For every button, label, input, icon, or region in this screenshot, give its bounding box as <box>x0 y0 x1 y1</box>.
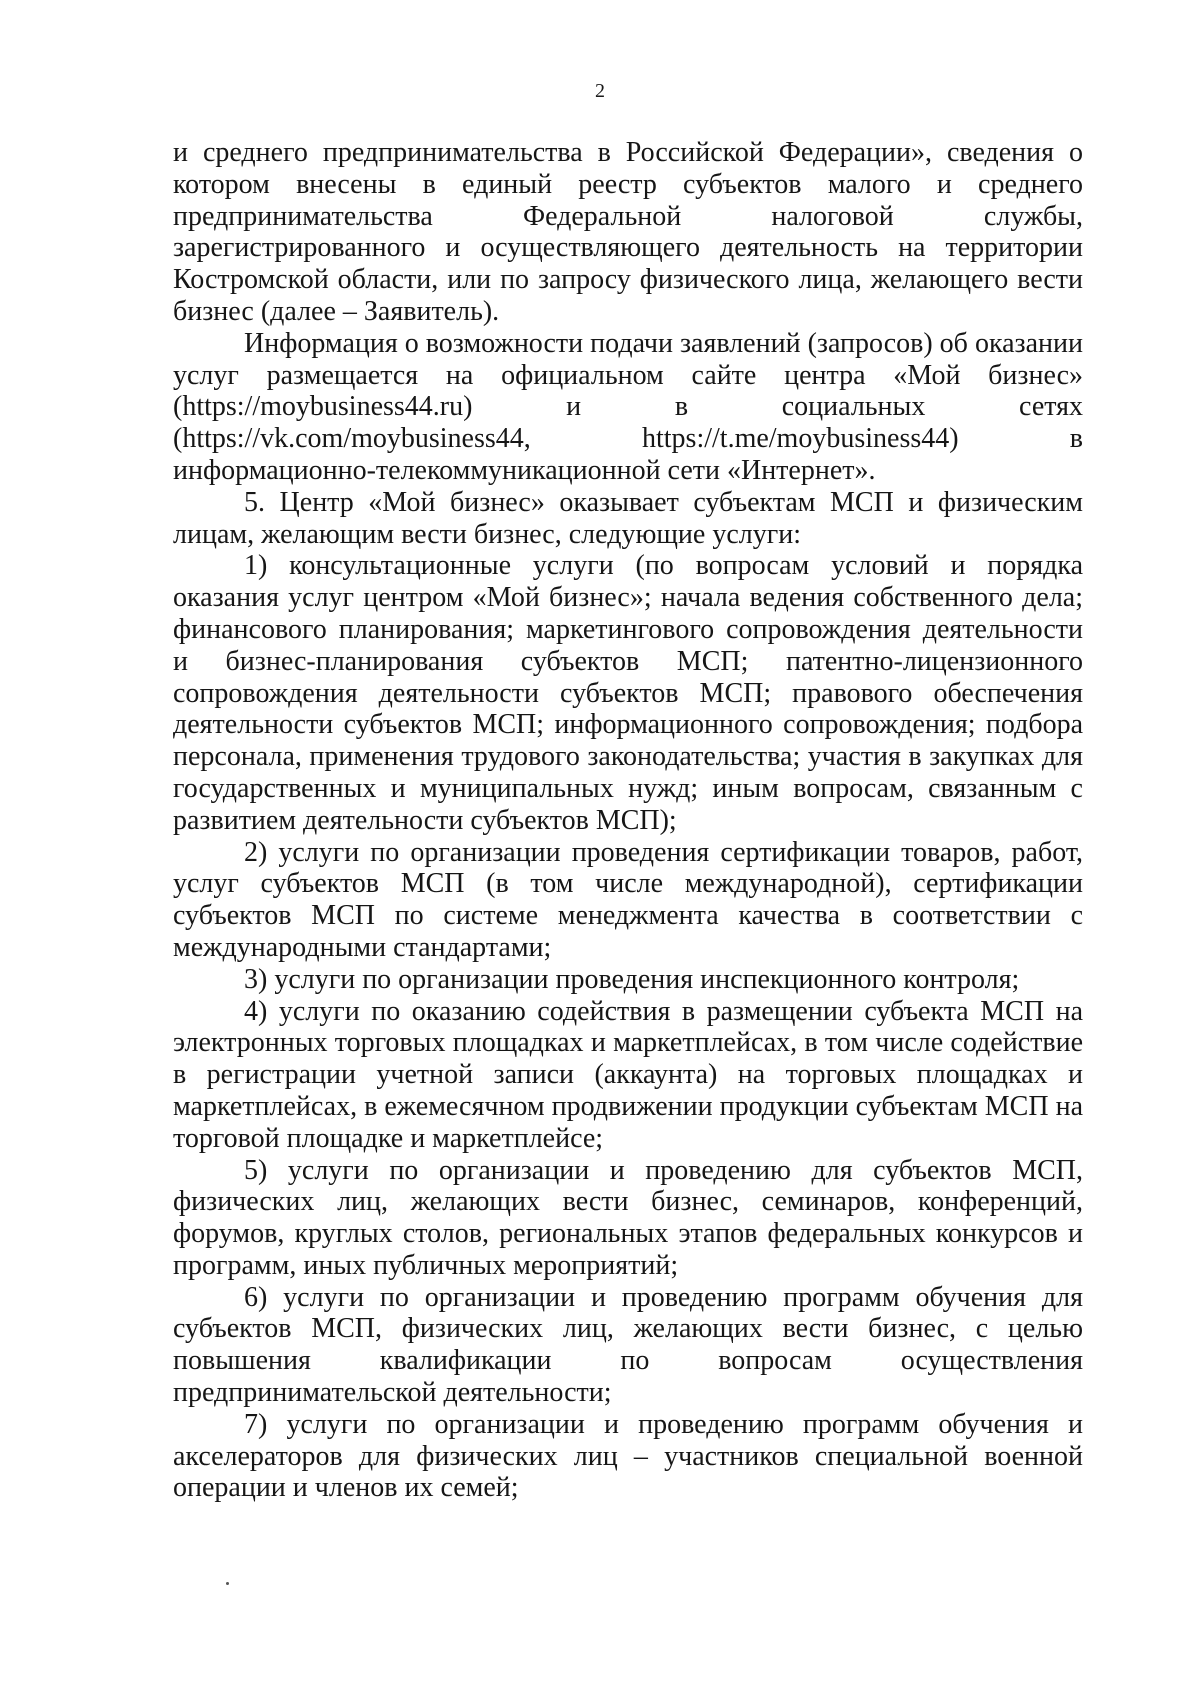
list-item-4: 4) услуги по оказанию содействия в размещении субъекта МСП на электронных торговых площадках и маркетплейсах, в том числе содействие в регистрации учетной записи (аккаунта) на торговых площадках и маркетплейсах, в ежемесячном продвижении продукции субъектам МСП на торговой площадке и маркетплейсе; <box>173 995 1083 1154</box>
page-number: 2 <box>595 80 605 102</box>
list-item-6: 6) услуги по организации и проведению программ обучения для субъектов МСП, физических лиц, желающих вести бизнес, с целью повышения квалификации по вопросам осуществления предпринимательской деятельности; <box>173 1281 1083 1409</box>
list-item-1: 1) консультационные услуги (по вопросам условий и порядка оказания услуг центром «Мой бизнес»; начала ведения собственного дела; финансового планирования; маркетингового сопровождения деятельности и бизнес-планирования субъектов МСП; патентно-лицензионного сопровождения деятельности субъектов МСП; правового обеспечения деятельности субъектов МСП; информационного сопровождения; подбора персонала, применения трудового законодательства; участия в закупках для государственных и муниципальных нужд; иным вопросам, связанным с развитием деятельности субъектов МСП); <box>173 550 1083 836</box>
paragraph-continuation: и среднего предпринимательства в Российской Федерации», сведения о котором внесены в единый реестр субъектов малого и среднего предпринимательства Федеральной налоговой службы, зарегистрированного и осуществляющего деятельность на территории Костромской области, или по запросу физического лица, желающего вести бизнес (далее – Заявитель). <box>173 137 1083 327</box>
list-item-2: 2) услуги по организации проведения сертификации товаров, работ, услуг субъектов МСП (в том числе международной), сертификации субъектов МСП по системе менеджмента качества в соответствии с международными стандартами; <box>173 836 1083 963</box>
document-body <box>173 137 1083 1504</box>
list-item-7: 7) услуги по организации и проведению программ обучения и акселераторов для физических лиц – участников специальной военной операции и членов их семей; <box>173 1408 1083 1504</box>
scan-speck <box>226 1582 229 1585</box>
paragraph-item-5: 5. Центр «Мой бизнес» оказывает субъектам МСП и физическим лицам, желающим вести бизнес, следующие услуги: <box>173 486 1083 550</box>
paragraph-info-channels: Информация о возможности подачи заявлений (запросов) об оказании услуг размещается на официальном сайте центра «Мой бизнес» (https://moybusiness44.ru) и в социальных сетях (https://vk.com/moybusiness44, https://t.me/moybusiness44) в информационно-телекоммуникационной сети «Интернет». <box>173 327 1083 486</box>
list-item-5: 5) услуги по организации и проведению для субъектов МСП, физических лиц, желающих вести бизнес, семинаров, конференций, форумов, круглых столов, региональных этапов федеральных конкурсов и программ, иных публичных мероприятий; <box>173 1154 1083 1281</box>
list-item-3: 3) услуги по организации проведения инспекционного контроля; <box>244 963 1020 995</box>
